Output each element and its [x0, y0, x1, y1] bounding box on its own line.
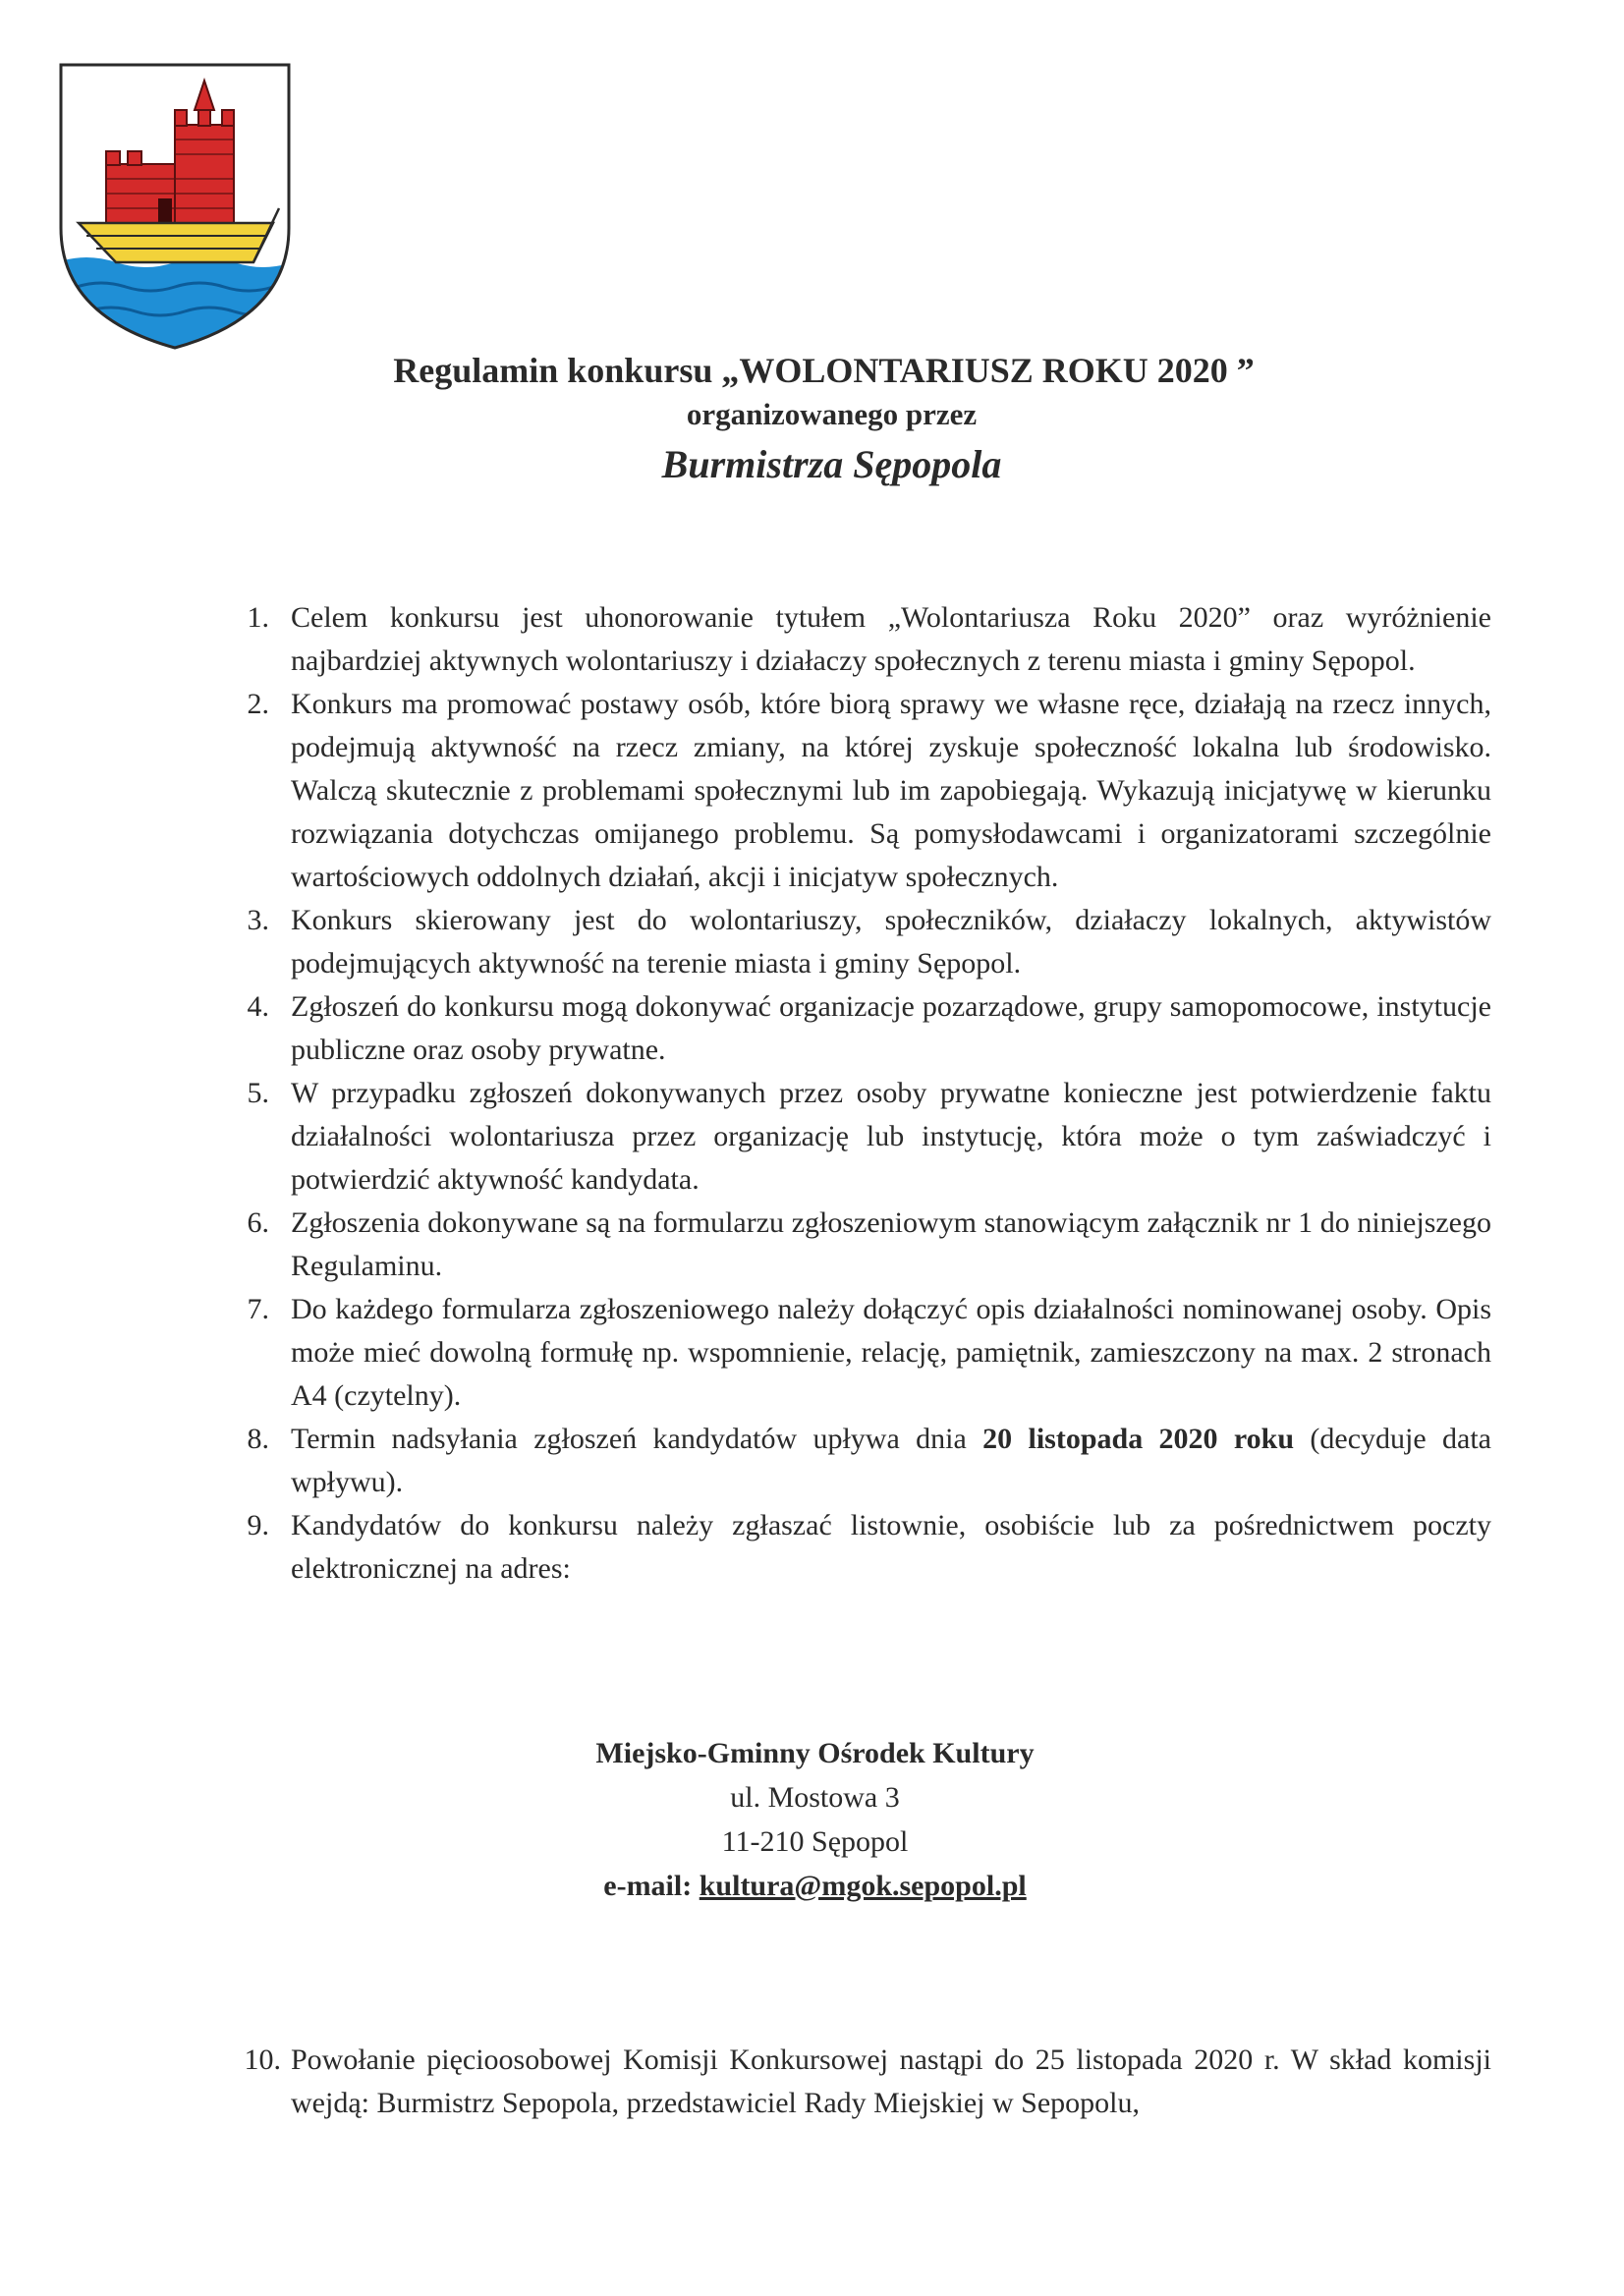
rule-text: Do każdego formularza zgłoszeniowego należy dołączyć opis działalności nominowanej osoby. Opis może mieć dowolną formułę np. wspomnienie, relację, pamiętnik, zamieszczony na max. 2 stronach A4 (czytelny). [291, 1293, 1491, 1412]
rule-text: Konkurs ma promować postawy osób, które biorą sprawy we własne ręce, działają na rzecz innych, podejmują aktywność na rzecz zmiany, na której zyskuje społeczność lokalna lub środowisko. Walczą skutecznie z problemami społecznymi lub im zapobiegają. Wykazują inicjatywę w kierunku rozwiązania dotychczas omijanego problemu. Są pomysłodawcami i organizatorami szczególnie wartościowych oddolnych działań, akcji i inicjatyw społecznych. [291, 688, 1491, 893]
rule-item-2 [236, 683, 1491, 899]
rule-number: 8. [247, 1423, 269, 1455]
email-label: e-mail: [603, 1870, 700, 1902]
rule-item-10 [236, 2039, 1491, 2125]
rule-number: 2. [247, 688, 269, 720]
rule-number: 5. [247, 1077, 269, 1109]
document-subtitle: organizowanego przez [686, 397, 978, 431]
postal-city: 11-210 Sępopol [721, 1825, 909, 1858]
coat-of-arms-emblem [57, 61, 293, 352]
rule-text: Konkurs skierowany jest do wolontariuszy, społeczników, działaczy lokalnych, aktywistów podejmujących aktywność na terenie miasta i gminy Sępopol. [291, 904, 1491, 980]
rule-item-3 [236, 899, 1491, 985]
rule-item-4 [236, 985, 1491, 1072]
rule-number: 9. [247, 1509, 269, 1541]
rule-number: 6. [247, 1206, 269, 1239]
rule-text: W przypadku zgłoszeń dokonywanych przez osoby prywatne konieczne jest potwierdzenie faktu działalności wolontariusza przez organizację lub instytucję, która może o tym zaświadczyć i potwierdzić aktywność kandydata. [291, 1077, 1491, 1196]
contact-address [0, 1731, 1624, 1908]
rule-number: 1. [247, 601, 269, 634]
rule-number: 4. [247, 990, 269, 1023]
rule-text: Zgłoszeń do konkursu mogą dokonywać organizacje pozarządowe, grupy samopomocowe, instytucje publiczne oraz osoby prywatne. [291, 990, 1491, 1066]
rule-text: Celem konkursu jest uhonorowanie tytułem „Wolontariusza Roku 2020” oraz wyróżnienie najbardziej aktywnych wolontariuszy i działaczy społecznych z terenu miasta i gminy Sępopol. [291, 601, 1491, 677]
email-link[interactable]: kultura@mgok.sepopol.pl [699, 1870, 1027, 1902]
rule-text-part: (decyduje data wpływu). [291, 1423, 1491, 1498]
document-title: Regulamin konkursu „WOLONTARIUSZ ROKU 2020 ” [393, 351, 1255, 390]
rule-item-9 [236, 1504, 1491, 1591]
rule-number: 7. [247, 1293, 269, 1325]
institution-name: Miejsko-Gminny Ośrodek Kultury [595, 1737, 1035, 1769]
rule-text [291, 1418, 1491, 1504]
rule-number: 10. [244, 2044, 281, 2076]
rule-item-1 [236, 596, 1491, 683]
street-address: ul. Mostowa 3 [730, 1781, 900, 1814]
rule-item-7 [236, 1288, 1491, 1418]
email-line [6, 1864, 1624, 1908]
deadline-date: 20 listopada 2020 roku [982, 1423, 1295, 1455]
document-header [0, 349, 1624, 490]
rule-item-6 [236, 1202, 1491, 1288]
rule-text: Powołanie pięcioosobowej Komisji Konkursowej nastąpi do 25 listopada 2020 r. W skład komisji wejdą: Burmistrz Sepopola, przedstawiciel Rady Miejskiej w Sepopolu, [291, 2044, 1491, 2119]
rule-text: Kandydatów do konkursu należy zgłaszać listownie, osobiście lub za pośrednictwem poczty elektronicznej na adres: [291, 1509, 1491, 1585]
rule-item-8 [236, 1418, 1491, 1504]
rule-number: 3. [247, 904, 269, 936]
rule-item-5 [236, 1072, 1491, 1202]
organizer-name: Burmistrza Sępopola [661, 442, 1002, 486]
rule-text: Zgłoszenia dokonywane są na formularzu zgłoszeniowym stanowiącym załącznik nr 1 do niniejszego Regulaminu. [291, 1206, 1491, 1282]
rules-list [236, 596, 1491, 1591]
rule-text-part: Termin nadsyłania zgłoszeń kandydatów upływa dnia [291, 1423, 983, 1455]
